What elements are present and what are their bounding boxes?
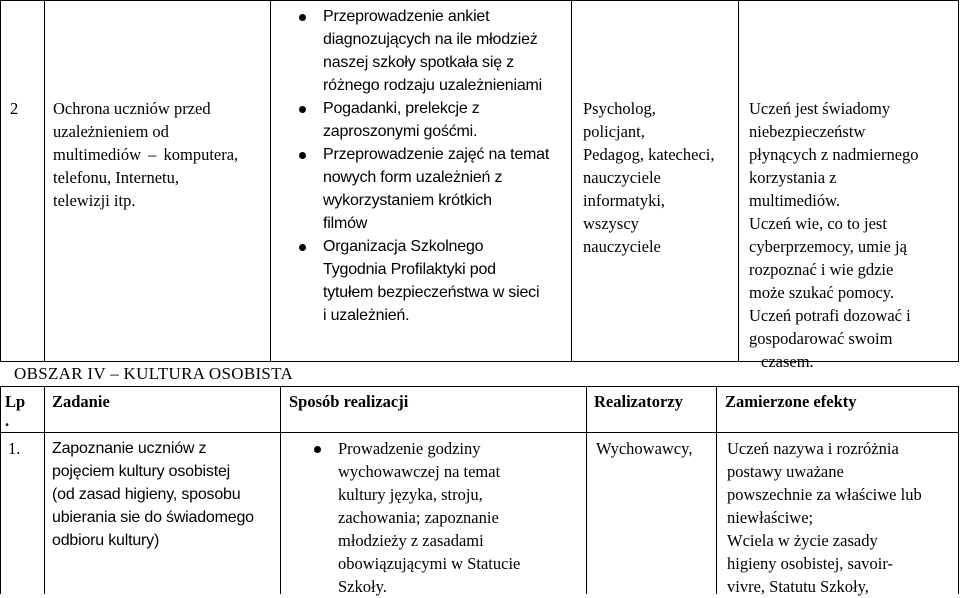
upper-col-divider-2 [270, 0, 271, 361]
method-line: zachowania; zapoznanie [338, 508, 499, 527]
method-line: tytułem bezpieczeństwa w sieci [323, 284, 540, 301]
effect-line: korzystania z [749, 168, 837, 187]
upper-effects-cell [749, 97, 919, 373]
realizer-line: Pedagog, katecheci, [583, 145, 715, 164]
lower-col-divider-3 [586, 386, 587, 594]
header-lp-label: Lp [5, 392, 26, 411]
method-line: filmów [323, 215, 368, 232]
realizer-line: wszyscy [583, 214, 639, 233]
effect-line: rozpoznać i wie gdzie [749, 260, 894, 279]
realizer-line: Psycholog, [583, 99, 656, 118]
header-lp-dot: . [5, 411, 10, 430]
method-line: Pogadanki, prelekcje z [323, 100, 480, 117]
lower-realizers-cell [596, 437, 692, 460]
lower-col-divider-1 [44, 386, 45, 594]
method-item [323, 5, 549, 97]
task-line: pojęciem kultury osobistej [52, 463, 230, 480]
method-line: wykorzystaniem krótkich [323, 192, 492, 209]
lower-effects-cell [727, 437, 922, 598]
effect-line: niebezpieczeństw [749, 122, 866, 141]
method-line: Prowadzenie godziny [338, 439, 481, 458]
effect-line: Uczeń nazywa i rozróżnia [727, 439, 899, 458]
realizer-line: Wychowawcy, [596, 439, 693, 458]
task-line: telefonu, Internetu, [53, 168, 179, 187]
method-line: diagnozujących na ile młodzież [323, 31, 538, 48]
lower-table-top-border [0, 386, 959, 387]
effect-line: niewłaściwe; [727, 508, 814, 527]
method-line: wychowawczej na temat [338, 462, 501, 481]
method-line: kultury języka, stroju, [338, 485, 483, 504]
task-line: multimediów – komputera, [53, 145, 239, 164]
upper-col-divider-4 [738, 0, 739, 361]
task-line: ubierania sie do świadomego [52, 509, 254, 526]
method-line: Przeprowadzenie zajęć na temat [323, 146, 550, 163]
effect-line: Uczeń jest świadomy [749, 99, 891, 118]
task-line: telewizji itp. [53, 191, 136, 210]
upper-table-left-border [0, 0, 1, 361]
header-lp [5, 390, 25, 432]
effect-line: Uczeń potrafi dozować i [749, 306, 911, 325]
realizer-line: policjant, [583, 122, 645, 141]
upper-table-right-border [958, 0, 959, 361]
effect-line: cyberprzemocy, umie ją [749, 237, 907, 256]
task-line: Zapoznanie uczniów z [52, 440, 207, 457]
effect-line: czasem. [761, 352, 814, 371]
header-realizers: Realizatorzy [594, 392, 683, 411]
bullet-icon [299, 106, 306, 113]
upper-realizers-cell [583, 97, 714, 258]
lower-col-divider-2 [280, 386, 281, 594]
method-line: i uzależnień. [323, 307, 410, 324]
method-line: różnego rodzaju uzależnieniami [323, 77, 543, 94]
task-line: Ochrona uczniów przed [53, 99, 211, 118]
header-task: Zadanie [52, 392, 110, 411]
section-heading: OBSZAR IV – KULTURA OSOBISTA [14, 364, 294, 383]
lower-table-right-border [958, 386, 959, 594]
realizer-line: nauczyciele [583, 237, 661, 256]
header-effects: Zamierzone efekty [725, 392, 857, 411]
lower-header-bottom-border [0, 432, 959, 433]
method-line: Tygodnia Profilaktyki pod [323, 261, 496, 278]
lower-row-number: 1. [8, 439, 21, 458]
method-line: zaproszonymi gośćmi. [323, 123, 478, 140]
method-line: Przeprowadzenie ankiet [323, 8, 490, 25]
task-line: uzależnieniem od [53, 122, 169, 141]
bullet-icon [299, 14, 306, 21]
effect-line: płynących z nadmiernego [749, 145, 919, 164]
method-line: Organizacja Szkolnego [323, 238, 484, 255]
upper-col-divider-3 [571, 0, 572, 361]
effect-line: może szukać pomocy. [749, 283, 895, 302]
effect-line: Uczeń wie, co to jest [749, 214, 887, 233]
task-line: (od zasad higieny, sposobu [52, 486, 241, 503]
method-item [323, 235, 549, 327]
effect-line: vivre, Statutu Szkoły, [727, 577, 869, 596]
upper-row-number: 2 [10, 99, 19, 118]
header-method: Sposób realizacji [289, 392, 409, 411]
method-item [323, 143, 549, 235]
realizer-line: informatyki, [583, 191, 666, 210]
bullet-icon [299, 244, 306, 251]
method-line: nowych form uzależnień z [323, 169, 503, 186]
lower-col-divider-4 [716, 386, 717, 594]
bullet-icon [314, 446, 321, 453]
lower-table-left-border [0, 386, 1, 594]
task-line: odbioru kultury) [52, 532, 160, 549]
method-line: Szkoły. [338, 577, 387, 596]
lower-task-cell [52, 437, 254, 552]
effect-line: powszechnie za właściwe lub [727, 485, 922, 504]
effect-line: gospodarować swoim [749, 329, 893, 348]
method-line: naszej szkoły spotkała się z [323, 54, 514, 71]
upper-table-top-border [0, 0, 959, 1]
realizer-line: nauczyciele [583, 168, 661, 187]
method-line: obowiązującymi w Statucie [338, 554, 521, 573]
lower-method-list [338, 437, 520, 598]
upper-task-cell [53, 97, 238, 212]
bullet-icon [299, 152, 306, 159]
effect-line: Wciela w życie zasady [727, 531, 878, 550]
effect-line: postawy uważane [727, 462, 844, 481]
method-item [323, 97, 549, 143]
method-item [338, 437, 520, 598]
effect-line: higieny osobistej, savoir- [727, 554, 894, 573]
upper-method-list [323, 5, 549, 327]
upper-col-divider-1 [44, 0, 45, 361]
effect-line: multimediów. [749, 191, 841, 210]
method-line: młodzieży z zasadami [338, 531, 484, 550]
